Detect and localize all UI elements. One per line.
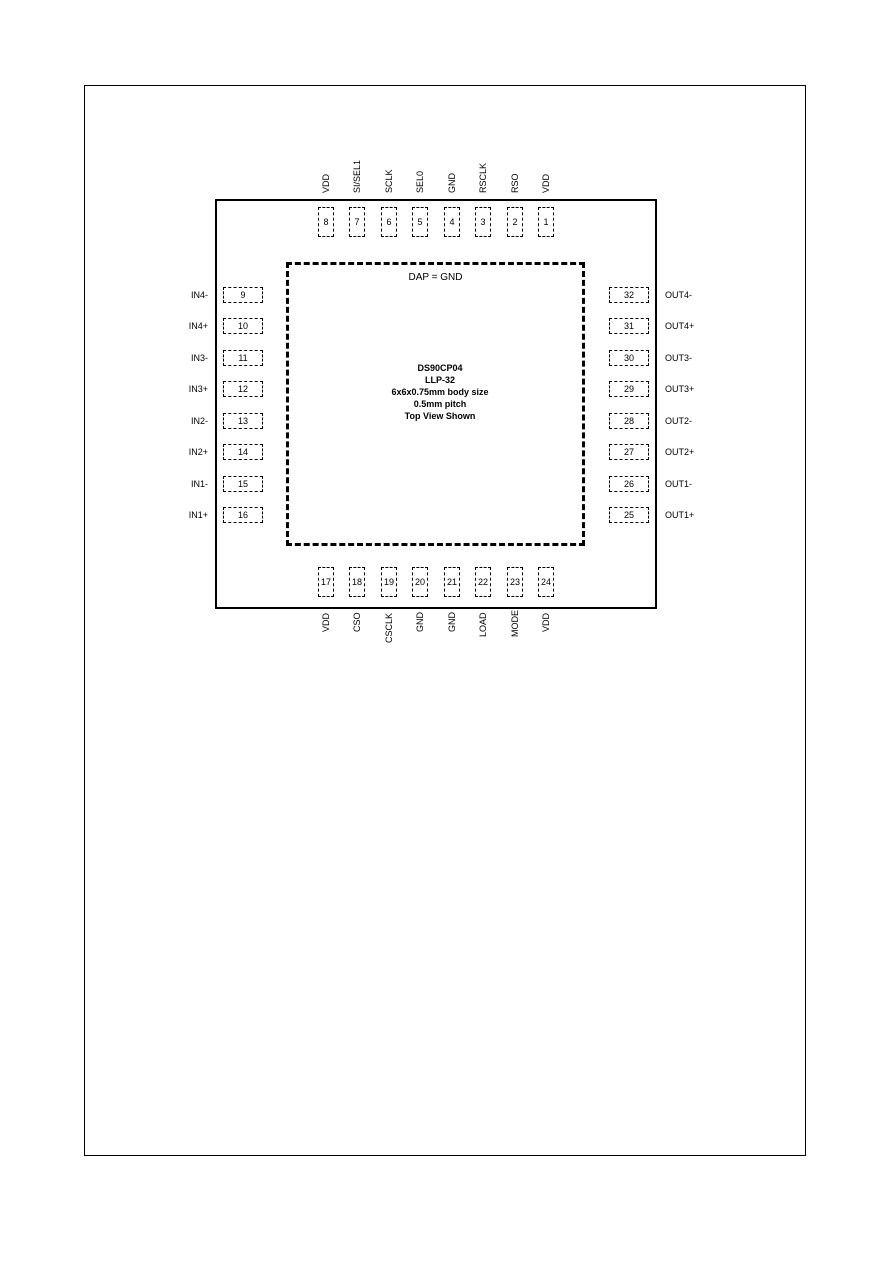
pin-label-30: OUT3- [665, 353, 692, 363]
part-number: DS90CP04 [417, 363, 463, 373]
pin-pad-15: 15 [223, 476, 263, 492]
pin-pad-1: 1 [538, 207, 554, 237]
dap-label: DAP = GND [408, 272, 463, 283]
pin-label-19: CSCLK [384, 612, 394, 643]
pin-pad-32: 32 [609, 287, 649, 303]
pin-label-31: OUT4+ [665, 321, 695, 331]
pin-pad-7: 7 [349, 207, 365, 237]
pin-pad-11: 11 [223, 350, 263, 366]
pin-pad-2: 2 [507, 207, 523, 237]
pin-pad-4: 4 [444, 207, 460, 237]
pin-label-4: GND [447, 173, 457, 193]
pin-label-5: SEL0 [415, 170, 425, 193]
pin-label-22: LOAD [478, 612, 488, 638]
pin-label-29: OUT3+ [665, 384, 695, 394]
pin-pad-14: 14 [223, 444, 263, 460]
pin-pad-29: 29 [609, 381, 649, 397]
pin-label-25: OUT1+ [665, 510, 695, 520]
pin-pad-19: 19 [381, 567, 397, 597]
pin-pad-20: 20 [412, 567, 428, 597]
pin-label-24: VDD [541, 612, 551, 632]
pin-label-17: VDD [321, 612, 331, 632]
pin-label-2: RSO [510, 173, 520, 193]
pin-label-26: OUT1- [665, 479, 692, 489]
pin-label-28: OUT2- [665, 416, 692, 426]
pin-pad-9: 9 [223, 287, 263, 303]
pin-pad-21: 21 [444, 567, 460, 597]
pin-pad-23: 23 [507, 567, 523, 597]
pin-label-11: IN3- [190, 353, 208, 363]
body-size: 6x6x0.75mm body size [391, 387, 489, 397]
pin-pad-22: 22 [475, 567, 491, 597]
pin-label-6: SCLK [384, 169, 394, 193]
pin-label-7: SI/SEL1 [352, 159, 362, 193]
pin-pad-30: 30 [609, 350, 649, 366]
pin-pad-17: 17 [318, 567, 334, 597]
pin-label-10: IN4+ [188, 321, 208, 331]
pin-label-9: IN4- [190, 290, 208, 300]
pin-label-18: CSO [352, 612, 362, 632]
pin-pad-18: 18 [349, 567, 365, 597]
pin-pad-13: 13 [223, 413, 263, 429]
pin-pad-24: 24 [538, 567, 554, 597]
pin-label-20: GND [415, 611, 425, 632]
pin-label-32: OUT4- [665, 290, 692, 300]
pin-label-15: IN1- [190, 479, 208, 489]
pin-pad-6: 6 [381, 207, 397, 237]
pin-label-3: RSCLK [478, 162, 488, 193]
pin-label-14: IN2+ [188, 447, 208, 457]
pin-pad-12: 12 [223, 381, 263, 397]
pin-pad-31: 31 [609, 318, 649, 334]
pin-label-16: IN1+ [188, 510, 208, 520]
pin-pitch: 0.5mm pitch [413, 399, 467, 409]
pin-label-1: VDD [541, 173, 551, 193]
view-note: Top View Shown [404, 411, 476, 421]
pin-label-12: IN3+ [188, 384, 208, 394]
pin-pad-8: 8 [318, 207, 334, 237]
pin-pad-3: 3 [475, 207, 491, 237]
pin-pad-5: 5 [412, 207, 428, 237]
pin-pad-26: 26 [609, 476, 649, 492]
pin-label-13: IN2- [190, 416, 208, 426]
package-info [360, 362, 520, 422]
pin-pad-10: 10 [223, 318, 263, 334]
pin-pad-16: 16 [223, 507, 263, 523]
pin-label-27: OUT2+ [665, 447, 695, 457]
pin-pad-27: 27 [609, 444, 649, 460]
pin-pad-25: 25 [609, 507, 649, 523]
package-name: LLP-32 [424, 375, 455, 385]
pin-pad-28: 28 [609, 413, 649, 429]
pin-label-23: MODE [510, 610, 520, 638]
pin-label-21: GND [447, 611, 457, 632]
pin-label-8: VDD [321, 173, 331, 193]
